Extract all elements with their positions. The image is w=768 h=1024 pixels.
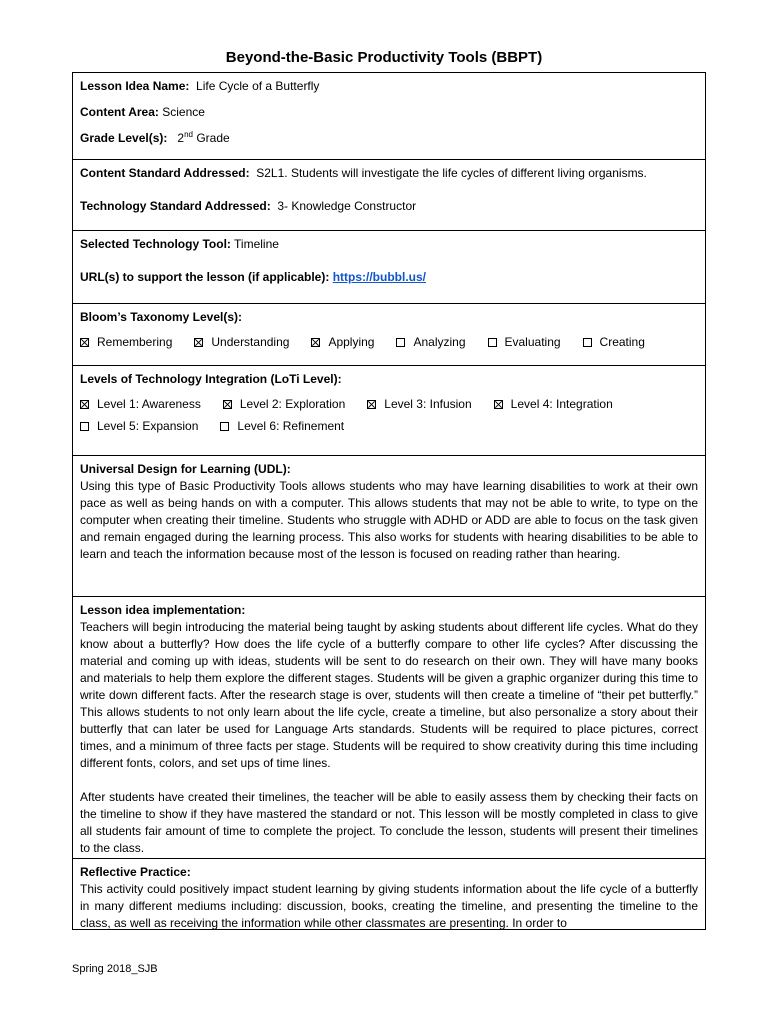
content-standard-value: S2L1. Students will investigate the life cycles of different living organisms. <box>256 166 647 180</box>
content-area-label: Content Area: <box>80 105 159 119</box>
blooms-options <box>80 334 698 351</box>
blooms-option-applying[interactable]: Applying <box>311 334 374 351</box>
url-label: URL(s) to support the lesson (if applicable): <box>80 270 330 284</box>
blooms-section <box>73 304 705 366</box>
checkbox-icon <box>80 338 89 347</box>
implementation-section <box>73 597 705 859</box>
udl-label: Universal Design for Learning (UDL): <box>80 462 291 476</box>
reflective-text: This activity could positively impact student learning by giving students information about the life cycle of a butterfly in many different mediums including: discussion, books, creating the timeline, and presenting the timeline to the class, as well as receiving the information while other classmates are presenting. In order to <box>80 882 698 929</box>
grade-level-label: Grade Level(s): <box>80 131 168 145</box>
implementation-paragraph-1: Teachers will begin introducing the material being taught by asking students about different life cycles. What do they know about a butterfly? How does the life cycle of a butterfly compare to other life cycles? After discussing the material and coming up with ideas, students will be sent to do research on their own. They will have many books and materials to help them explore the different stages. Students will be given a graphic organizer during this time to write down different facts. After the research stage is over, students will then create a timeline of “their pet butterfly.” This allows students to not only learn about the life cycle, create a timeline, but also personalize a story about their butterfly that can later be used for Language Arts standards. Students will be required to place pictures, correct times, and a minimum of three facts per stage. Students will be required to show creativity during this time including different fonts, colors, and set ups of time lines. <box>80 620 698 770</box>
lesson-idea-line <box>80 78 698 95</box>
tech-standard-label: Technology Standard Addressed: <box>80 199 271 213</box>
loti-option-level-4[interactable]: Level 4: Integration <box>494 396 613 413</box>
tech-standard-line <box>80 198 698 215</box>
loti-option-level-3[interactable]: Level 3: Infusion <box>367 396 471 413</box>
loti-option-level-5[interactable]: Level 5: Expansion <box>80 418 198 435</box>
lesson-idea-label: Lesson Idea Name: <box>80 79 190 93</box>
grade-level-line <box>80 130 698 147</box>
reflective-label: Reflective Practice: <box>80 865 191 879</box>
checkbox-icon <box>220 422 229 431</box>
page-title: Beyond-the-Basic Productivity Tools (BBPT) <box>225 49 543 66</box>
udl-section <box>73 456 705 597</box>
checkbox-icon <box>488 338 497 347</box>
lesson-idea-value: Life Cycle of a Butterfly <box>196 79 320 93</box>
loti-option-level-1[interactable]: Level 1: Awareness <box>80 396 201 413</box>
checkbox-icon <box>80 422 89 431</box>
standards-section <box>73 160 705 231</box>
implementation-label: Lesson idea implementation: <box>80 603 246 617</box>
content-standard-line <box>80 165 698 182</box>
lesson-form <box>72 72 706 930</box>
page-footer: Spring 2018_SJB <box>72 963 158 975</box>
checkbox-icon <box>311 338 320 347</box>
implementation-paragraph-2: After students have created their timelines, the teacher will be able to easily assess them by checking their facts on the timeline to show if they have mastered the standard or not. This lesson will be mostly completed in class to give all students fair amount of time to complete the project. To conclude the lesson, students will present their timelines to the class. <box>80 790 698 855</box>
checkbox-icon <box>80 400 89 409</box>
blooms-option-analyzing[interactable]: Analyzing <box>396 334 465 351</box>
loti-option-level-2[interactable]: Level 2: Exploration <box>223 396 345 413</box>
checkbox-icon <box>367 400 376 409</box>
loti-option-level-6[interactable]: Level 6: Refinement <box>220 418 344 435</box>
grade-level-suffix: nd <box>184 130 193 139</box>
checkbox-icon <box>396 338 405 347</box>
grade-level-number: 2 <box>177 131 185 145</box>
checkbox-icon <box>223 400 232 409</box>
loti-label: Levels of Technology Integration (LoTi Level): <box>80 372 342 386</box>
blooms-option-understanding[interactable]: Understanding <box>194 334 289 351</box>
checkbox-icon <box>583 338 592 347</box>
content-area-value: Science <box>162 105 205 119</box>
blooms-label: Bloom’s Taxonomy Level(s): <box>80 310 243 324</box>
tool-section <box>73 231 705 304</box>
url-link[interactable]: https://bubbl.us/ <box>332 270 427 284</box>
loti-options-row1 <box>80 396 698 413</box>
tool-line <box>80 236 698 253</box>
content-standard-label: Content Standard Addressed: <box>80 166 250 180</box>
blooms-option-evaluating[interactable]: Evaluating <box>488 334 561 351</box>
checkbox-icon <box>494 400 503 409</box>
content-area-line <box>80 104 698 121</box>
tool-value: Timeline <box>234 237 279 251</box>
tool-label: Selected Technology Tool: <box>80 237 231 251</box>
blooms-option-remembering[interactable]: Remembering <box>80 334 172 351</box>
lesson-info-section <box>73 73 705 160</box>
tech-standard-value: 3- Knowledge Constructor <box>277 199 417 213</box>
checkbox-icon <box>194 338 203 347</box>
loti-section <box>73 366 705 456</box>
grade-level-word: Grade <box>196 131 230 145</box>
reflective-section <box>73 859 705 929</box>
blooms-option-creating[interactable]: Creating <box>583 334 645 351</box>
loti-options-row2 <box>80 418 698 435</box>
udl-text: Using this type of Basic Productivity Tools allows students who may have learning disabilities to work at their own pace as well as being hands on with a computer. This allows students that may not be able to write, to type on the computer when creating their timeline. Students who struggle with ADHD or ADD are able to focus on the task given and remain engaged during the learning process. This also works for students with hearing disabilities to be able to learn and teach the information because most of the lesson is focused on reading rather than hearing. <box>80 479 698 561</box>
url-line <box>80 269 698 286</box>
